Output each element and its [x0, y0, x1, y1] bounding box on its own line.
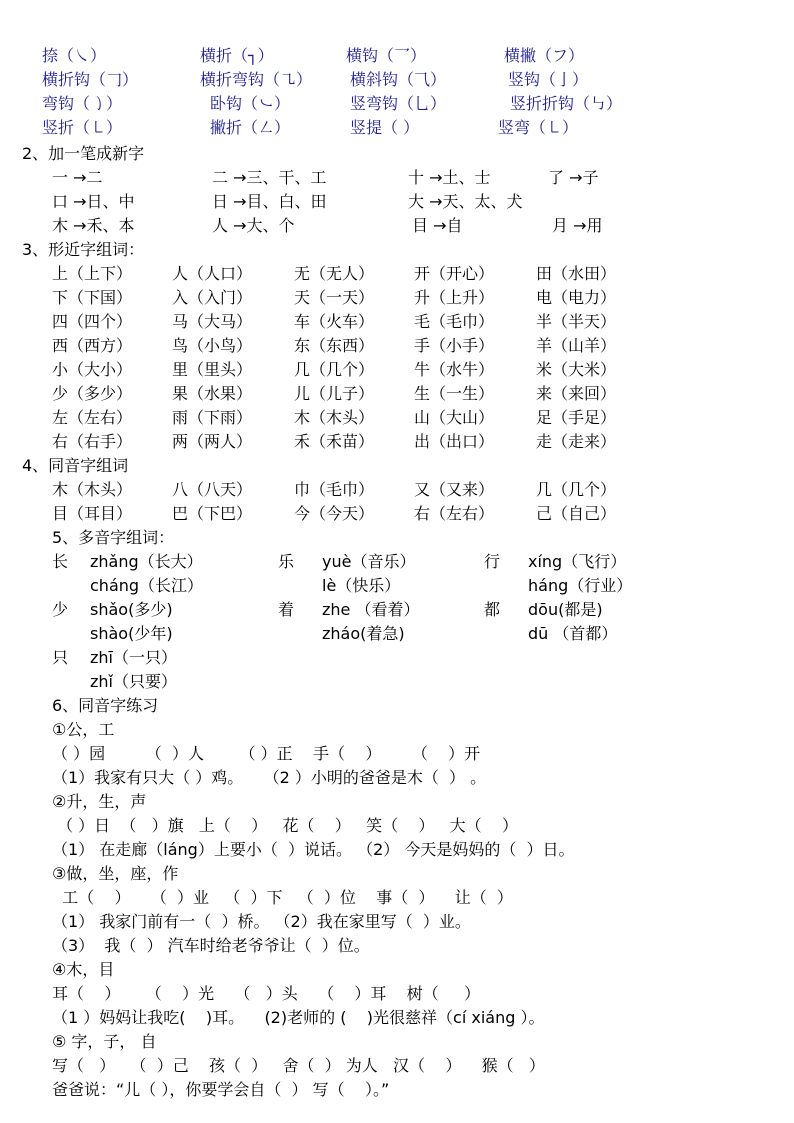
polyphone-row [0, 598, 794, 622]
practice-text: ①公，工 [52, 720, 115, 739]
similar-char-item: 右（右手） [52, 432, 133, 451]
practice-text: （1） 我家门前有一（ ）桥。 （2）我在家里写（ ）业。 [52, 912, 471, 931]
practice-text: （1）我家有只大（ ）鸡。 （2 ）小明的爸爸是木（ ） 。 [52, 768, 487, 787]
section-heading [0, 238, 794, 262]
similar-char-item: 升（上升） [414, 288, 495, 307]
similar-char-item: 电（电力） [536, 288, 617, 307]
section-6-heading: 6、同音字练习 [52, 696, 159, 715]
add-stroke-item: 了 →子 [548, 168, 599, 187]
similar-char-item: 几（几个） [294, 360, 375, 379]
add-stroke-item: 大 →天、太、犬 [408, 192, 523, 211]
polyphone-item: zhǎng（长大） [90, 552, 203, 571]
polyphone-item: dū （首都） [528, 624, 618, 643]
similar-char-row [0, 262, 794, 286]
polyphone-item: 着 [278, 600, 295, 619]
homophone-item: 又（又来） [414, 480, 495, 499]
similar-char-item: 下（下国） [52, 288, 133, 307]
similar-char-item: 山（大山） [414, 408, 495, 427]
polyphone-item: dōu(都是) [528, 600, 603, 619]
practice-line [0, 718, 794, 742]
similar-char-item: 无（无人） [294, 264, 375, 283]
practice-line [0, 742, 794, 766]
practice-text: ⑤ 字，子， 自 [52, 1032, 157, 1051]
similar-char-item: 出（出口） [414, 432, 495, 451]
practice-line [0, 838, 794, 862]
practice-text: 写（ ） （ ）己 孩（ ） 舍（ ） 为人 汉（ ） 猴（ ） [52, 1056, 545, 1075]
polyphone-item: 乐 [278, 552, 295, 571]
practice-line [0, 862, 794, 886]
polyphone-item: zháo(着急) [322, 624, 405, 643]
strokes-row [0, 92, 794, 116]
practice-text: ②升，生，声 [52, 792, 147, 811]
polyphone-item: 只 [52, 648, 69, 667]
stroke-item: 撇折（㇜） [210, 118, 291, 137]
similar-char-row [0, 358, 794, 382]
similar-char-item: 两（两人） [172, 432, 253, 451]
similar-char-row [0, 286, 794, 310]
polyphone-item: 都 [484, 600, 501, 619]
polyphone-row [0, 646, 794, 670]
similar-char-item: 车（火车） [294, 312, 375, 331]
polyphone-row [0, 550, 794, 574]
similar-char-item: 上（上下） [52, 264, 133, 283]
similar-char-item: 开（开心） [414, 264, 495, 283]
similar-char-item: 小（大小） [52, 360, 133, 379]
add-stroke-item: 口 →日、中 [52, 192, 135, 211]
similar-char-row [0, 334, 794, 358]
similar-char-item: 入（入门） [172, 288, 253, 307]
stroke-item: 横折弯钩（㇈） [200, 70, 313, 89]
similar-char-row [0, 406, 794, 430]
homophone-item: 己（自己） [536, 504, 617, 523]
add-stroke-item: 人 →大、个 [212, 216, 295, 235]
homophone-item: 巾（毛巾） [294, 480, 375, 499]
stroke-item: 竖提（ ） [350, 118, 420, 137]
homophone-item: 右（左右） [414, 504, 495, 523]
polyphone-item: zhǐ（只要） [90, 672, 177, 691]
polyphone-item: zhe （看着） [322, 600, 420, 619]
similar-char-item: 少（多少） [52, 384, 133, 403]
stroke-item: 竖折（㇄） [42, 118, 123, 137]
polyphone-row [0, 670, 794, 694]
similar-char-item: 雨（下雨） [172, 408, 253, 427]
polyphone-item: háng（行业） [528, 576, 633, 595]
similar-char-row [0, 310, 794, 334]
section-3-heading: 3、形近字组词： [22, 240, 145, 259]
practice-line [0, 1078, 794, 1102]
polyphone-item: lè（快乐） [322, 576, 401, 595]
similar-char-row [0, 382, 794, 406]
stroke-item: 捺（㇏） [42, 46, 107, 65]
practice-line [0, 886, 794, 910]
similar-char-item: 羊（山羊） [536, 336, 617, 355]
homophone-row [0, 478, 794, 502]
similar-char-item: 田（水田） [536, 264, 617, 283]
similar-char-item: 儿（儿子） [294, 384, 375, 403]
similar-char-item: 左（左右） [52, 408, 133, 427]
polyphone-item: 长 [52, 552, 69, 571]
similar-char-item: 里（里头） [172, 360, 253, 379]
practice-text: （ ）日 （ ）旗 上（ ） 花（ ） 笑（ ） 大（ ） [52, 816, 519, 835]
polyphone-item: shào(少年) [90, 624, 173, 643]
practice-line [0, 958, 794, 982]
practice-text: （ ）园 （ ）人 （ ）正 手（ ） （ ）开 [52, 744, 481, 763]
similar-char-item: 西（西方） [52, 336, 133, 355]
similar-char-item: 人（人口） [172, 264, 253, 283]
practice-line [0, 814, 794, 838]
add-stroke-row [0, 190, 794, 214]
stroke-item: 竖钩（亅） [508, 70, 589, 89]
stroke-item: 竖弯（㇄） [498, 118, 579, 137]
polyphone-item: yuè（音乐） [322, 552, 416, 571]
stroke-item: 横折（┐） [200, 46, 274, 65]
practice-line [0, 1006, 794, 1030]
practice-text: 爸爸说：“儿（ ），你要学会自（ ） 写（ ）。” [52, 1080, 390, 1099]
stroke-item: 横折钩（𠃌） [42, 70, 139, 89]
stroke-item: 横撇（フ） [504, 46, 585, 65]
polyphone-row [0, 574, 794, 598]
homophone-item: 木（木头） [52, 480, 133, 499]
practice-text: （3） 我（ ） 汽车时给老爷爷让（ ）位。 [52, 936, 370, 955]
similar-char-item: 禾（禾苗） [294, 432, 375, 451]
similar-char-item: 米（大米） [536, 360, 617, 379]
homophone-item: 八（八天） [172, 480, 253, 499]
practice-text: （1） 在走廊（láng）上要小（ ）说话。 （2） 今天是妈妈的（ ）日。 [52, 840, 575, 859]
practice-line [0, 1054, 794, 1078]
polyphone-row [0, 622, 794, 646]
practice-text: （1 ）妈妈让我吃( )耳。 (2)老师的 ( )光很慈祥（cí xiáng ）。 [52, 1008, 545, 1027]
practice-line [0, 934, 794, 958]
homophone-item: 今（今天） [294, 504, 375, 523]
add-stroke-item: 二 →三、干、工 [212, 168, 327, 187]
section-heading [0, 454, 794, 478]
polyphone-item: 行 [484, 552, 501, 571]
practice-line [0, 1030, 794, 1054]
similar-char-item: 毛（毛巾） [414, 312, 495, 331]
add-stroke-item: 月 →用 [552, 216, 603, 235]
similar-char-item: 生（一生） [414, 384, 495, 403]
practice-line [0, 910, 794, 934]
section-heading [0, 142, 794, 166]
homophone-item: 几（几个） [536, 480, 617, 499]
similar-char-item: 木（木头） [294, 408, 375, 427]
similar-char-item: 足（手足） [536, 408, 617, 427]
polyphone-item: cháng（长江） [90, 576, 204, 595]
stroke-item: 竖弯钩（乚） [350, 94, 447, 113]
stroke-item: 卧钩（㇃） [210, 94, 291, 113]
similar-char-item: 半（半天） [536, 312, 617, 331]
practice-line [0, 766, 794, 790]
similar-char-item: 牛（水牛） [414, 360, 495, 379]
homophone-row [0, 502, 794, 526]
add-stroke-row [0, 166, 794, 190]
polyphone-item: xíng（飞行） [528, 552, 627, 571]
section-heading [0, 694, 794, 718]
section-4-heading: 4、同音字组词 [22, 456, 129, 475]
practice-text: ③做，坐，座，作 [52, 864, 179, 883]
similar-char-item: 马（大马） [172, 312, 253, 331]
practice-text: 耳（ ） （ ）光 （ ）头 （ ）耳 树（ ） [52, 984, 481, 1003]
add-stroke-item: 目 →自 [412, 216, 463, 235]
stroke-item: 横斜钩（⺄） [350, 70, 447, 89]
practice-text: 工（ ） （ ）业 （ ）下 （ ）位 事（ ） 让（ ） [52, 888, 513, 907]
add-stroke-item: 木 →禾、本 [52, 216, 135, 235]
add-stroke-row [0, 214, 794, 238]
stroke-item: 横钩（乛） [346, 46, 427, 65]
section-heading [0, 526, 794, 550]
similar-char-item: 手（小手） [414, 336, 495, 355]
similar-char-item: 天（一天） [294, 288, 375, 307]
polyphone-item: 少 [52, 600, 69, 619]
add-stroke-item: 一 →二 [52, 168, 103, 187]
section-2-heading: 2、加一笔成新字 [22, 144, 145, 163]
stroke-item: 弯钩（㇁） [42, 94, 123, 113]
section-5-heading: 5、多音字组词： [52, 528, 175, 547]
polyphone-item: zhī（一只） [90, 648, 177, 667]
similar-char-item: 来（来回） [536, 384, 617, 403]
similar-char-item: 东（东西） [294, 336, 375, 355]
practice-line [0, 982, 794, 1006]
similar-char-item: 鸟（小鸟） [172, 336, 253, 355]
practice-line [0, 790, 794, 814]
similar-char-item: 走（走来） [536, 432, 617, 451]
strokes-row [0, 68, 794, 92]
homophone-item: 目（耳目） [52, 504, 133, 523]
add-stroke-item: 日 →目、白、田 [212, 192, 327, 211]
similar-char-item: 果（水果） [172, 384, 253, 403]
stroke-item: 竖折折钩（㇉） [510, 94, 623, 113]
similar-char-item: 四（四个） [52, 312, 133, 331]
similar-char-row [0, 430, 794, 454]
strokes-row [0, 44, 794, 68]
homophone-item: 巴（下巴） [172, 504, 253, 523]
strokes-row [0, 116, 794, 140]
add-stroke-item: 十 →土、士 [408, 168, 491, 187]
polyphone-item: shǎo(多少) [90, 600, 173, 619]
practice-text: ④木，目 [52, 960, 115, 979]
